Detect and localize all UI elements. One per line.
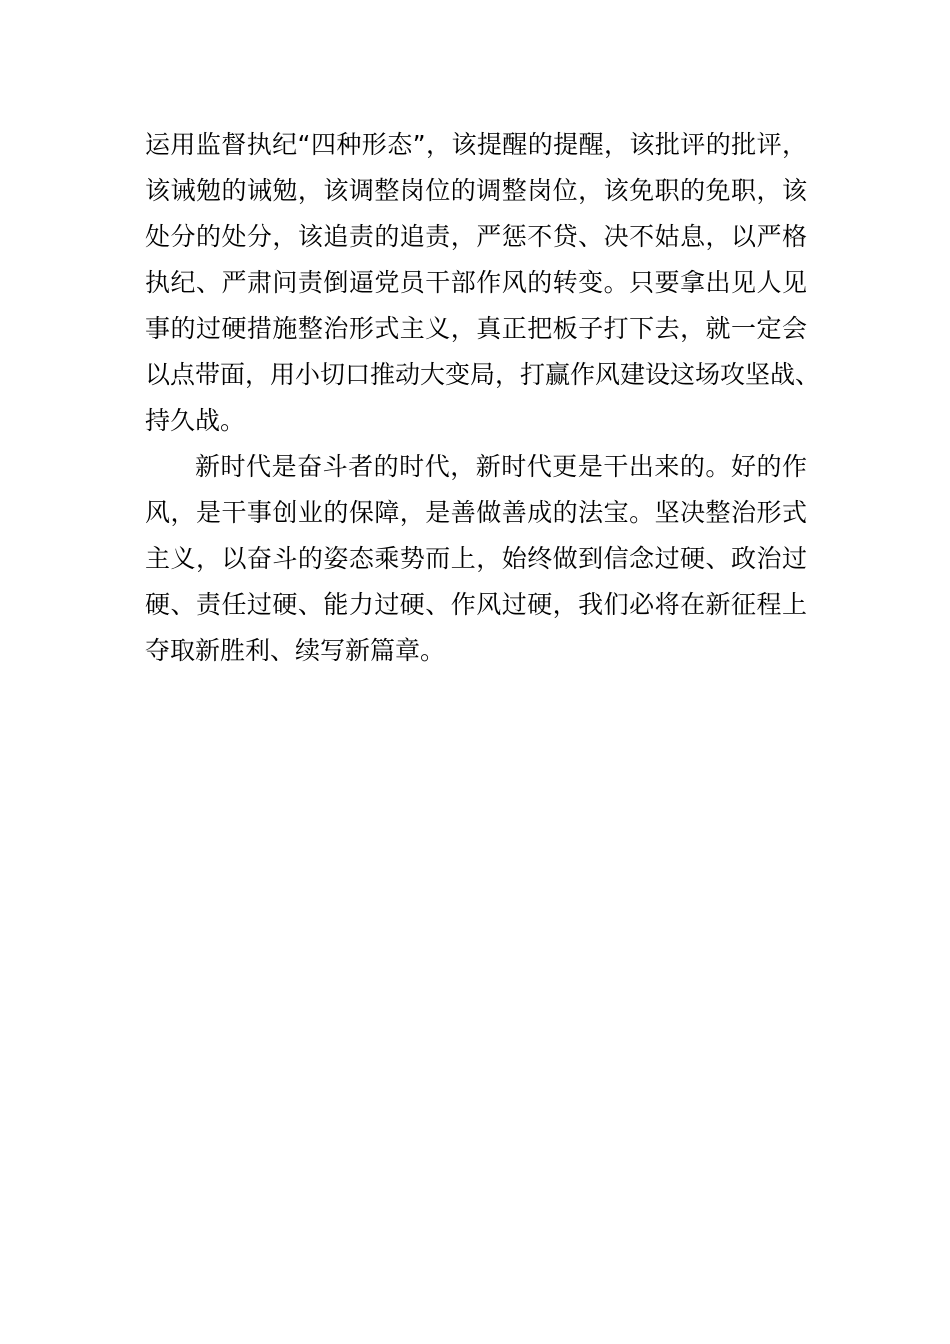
text-line: 以点带面，用小切口推动大变局，打赢作风建设这场攻坚战、 (145, 360, 821, 389)
text-line: 事的过硬措施整治形式主义，真正把板子打下去，就一定会 (145, 314, 807, 343)
text-line: 新时代是奋斗者的时代，新时代更是干出来的。好的作 (195, 452, 807, 481)
text-line: 运用监督执纪“四种形态”，该提醒的提醒，该批评的批评， (145, 130, 807, 159)
text-line: 夺取新胜利、续写新篇章。 (145, 636, 446, 665)
paragraph-1 (145, 122, 821, 444)
text-line: 风，是干事创业的保障，是善做善成的法宝。坚决整治形式 (145, 498, 807, 527)
text-line: 主义，以奋斗的姿态乘势而上，始终做到信念过硬、政治过 (145, 544, 807, 573)
text-line: 执纪、严肃问责倒逼党员干部作风的转变。只要拿出见人见 (145, 268, 807, 297)
text-line: 持久战。 (145, 406, 246, 435)
text-line: 处分的处分，该追责的追责，严惩不贷、决不姑息，以严格 (145, 222, 807, 251)
text-line: 该诫勉的诫勉，该调整岗位的调整岗位，该免职的免职，该 (145, 176, 807, 205)
text-line: 硬、责任过硬、能力过硬、作风过硬，我们必将在新征程上 (145, 590, 807, 619)
document-body (145, 122, 821, 674)
paragraph-2 (145, 444, 807, 674)
